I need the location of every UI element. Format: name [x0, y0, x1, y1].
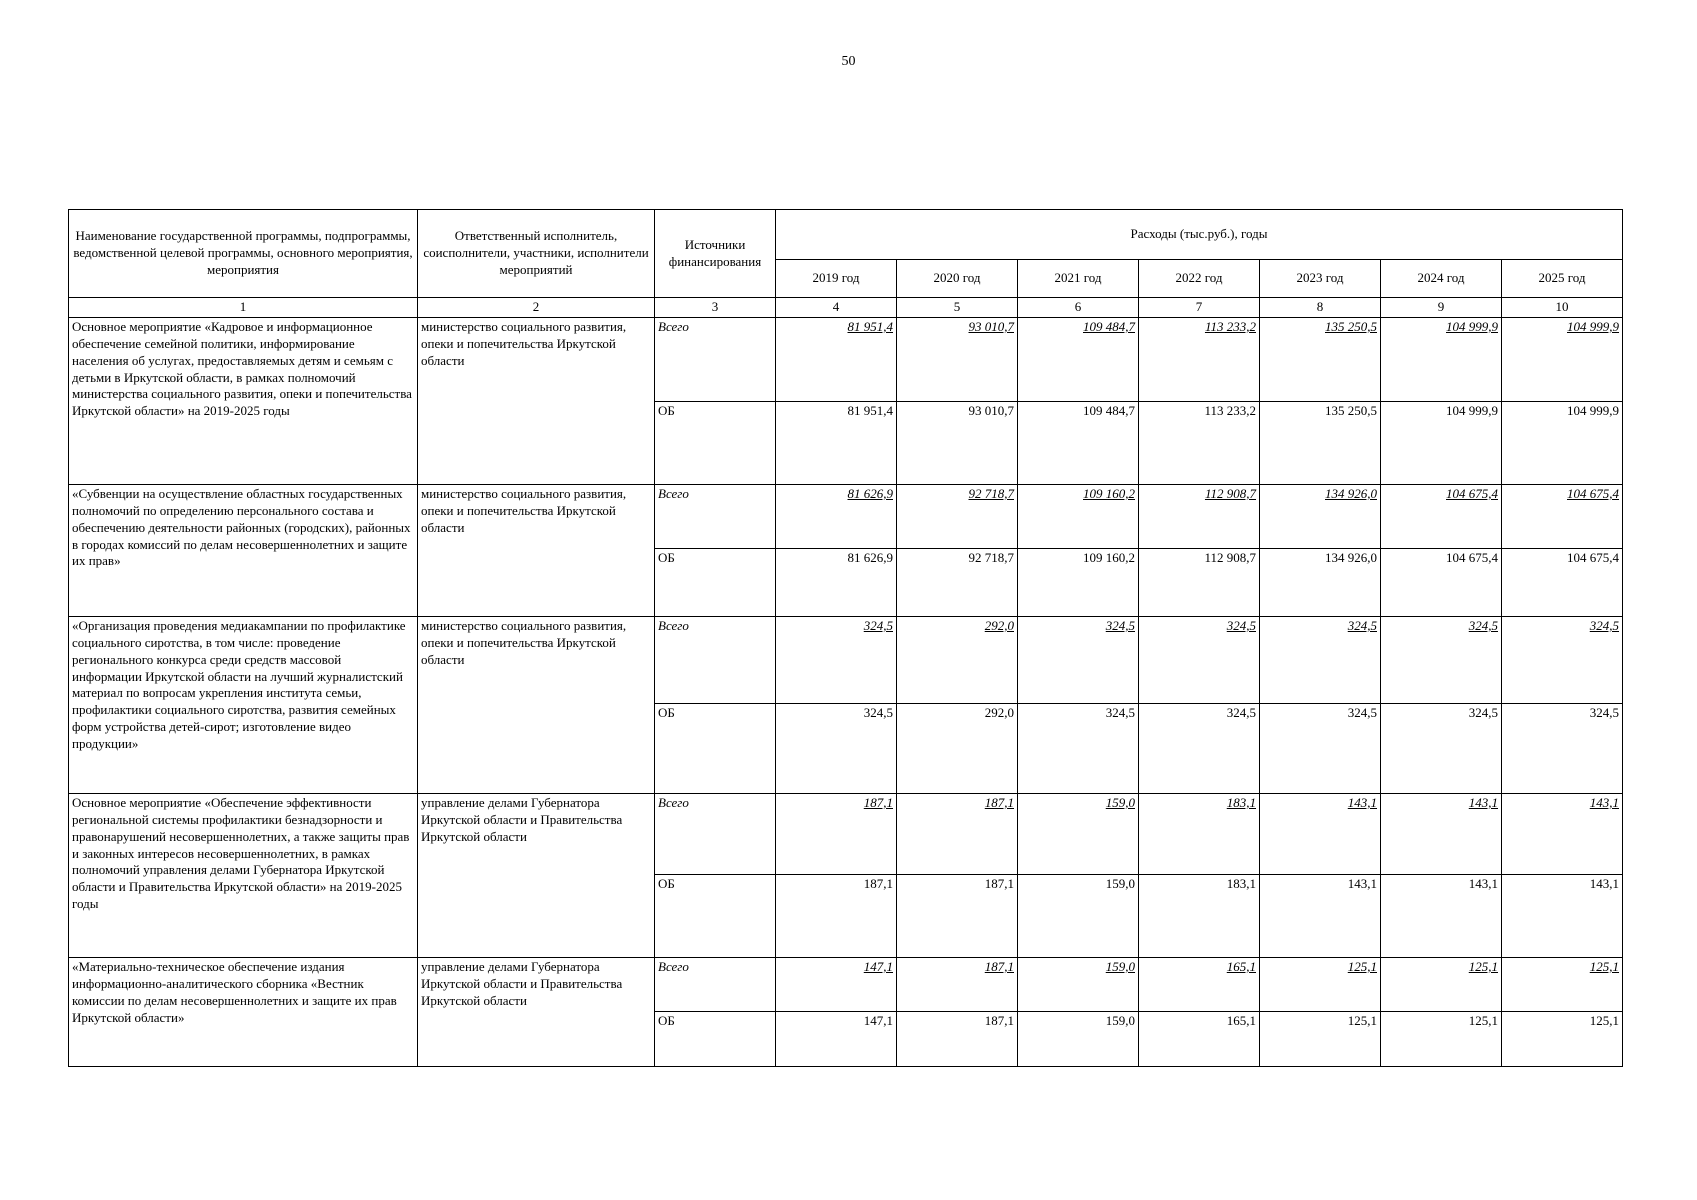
ob-value: 93 010,7	[897, 401, 1018, 484]
header-executor: Ответственный исполнитель, соисполнители, участники, исполнители мероприятий	[418, 210, 655, 298]
header-year: 2021 год	[1018, 260, 1139, 298]
executor: министерство социального развития, опеки и попечительства Иркутской области	[418, 484, 655, 616]
total-value: 147,1	[776, 957, 897, 1011]
table-row	[69, 616, 1623, 703]
ob-value: 125,1	[1260, 1011, 1381, 1066]
ob-value: 104 675,4	[1381, 548, 1502, 616]
ob-value: 324,5	[1139, 703, 1260, 793]
total-value: 187,1	[776, 793, 897, 874]
source-total: Всего	[655, 484, 776, 548]
header-year: 2024 год	[1381, 260, 1502, 298]
source-ob: ОБ	[655, 401, 776, 484]
ob-value: 159,0	[1018, 1011, 1139, 1066]
column-number: 10	[1502, 298, 1623, 318]
source-ob: ОБ	[655, 703, 776, 793]
ob-value: 324,5	[1260, 703, 1381, 793]
source-total: Всего	[655, 793, 776, 874]
source-total: Всего	[655, 616, 776, 703]
total-value: 104 999,9	[1381, 317, 1502, 401]
column-number: 7	[1139, 298, 1260, 318]
total-value: 187,1	[897, 793, 1018, 874]
ob-value: 147,1	[776, 1011, 897, 1066]
ob-value: 109 160,2	[1018, 548, 1139, 616]
total-value: 81 626,9	[776, 484, 897, 548]
executor: управление делами Губернатора Иркутской области и Правительства Иркутской области	[418, 957, 655, 1066]
header-name: Наименование государственной программы, подпрограммы, ведомственной целевой программы, основного мероприятия, мероприятия	[69, 210, 418, 298]
total-value: 92 718,7	[897, 484, 1018, 548]
ob-value: 165,1	[1139, 1011, 1260, 1066]
column-number: 6	[1018, 298, 1139, 318]
activity-name: «Материально-техническое обеспечение издания информационно-аналитического сборника «Вестник комиссии по делам несовершеннолетних и защите их прав Иркутской области»	[69, 957, 418, 1066]
source-ob: ОБ	[655, 548, 776, 616]
ob-value: 143,1	[1260, 874, 1381, 957]
ob-value: 92 718,7	[897, 548, 1018, 616]
column-number: 4	[776, 298, 897, 318]
column-number: 9	[1381, 298, 1502, 318]
total-value: 104 675,4	[1381, 484, 1502, 548]
ob-value: 109 484,7	[1018, 401, 1139, 484]
activity-name: «Организация проведения медиакампании по профилактике социального сиротства, в том числе: проведение регионального конкурса среди средств массовой информации Иркутской области на лучший журналистский материал по вопросам укрепления института семьи, профилактики социального сиротства, развития семейных форм устройства детей-сирот; изготовление видео продукции»	[69, 616, 418, 793]
source-ob: ОБ	[655, 1011, 776, 1066]
table-row	[69, 484, 1623, 548]
table-row	[69, 317, 1623, 401]
total-value: 187,1	[897, 957, 1018, 1011]
ob-value: 183,1	[1139, 874, 1260, 957]
total-value: 165,1	[1139, 957, 1260, 1011]
total-value: 112 908,7	[1139, 484, 1260, 548]
activity-name: Основное мероприятие «Обеспечение эффективности региональной системы профилактики безнадзорности и правонарушений несовершеннолетних, а также защиты прав и законных интересов несовершеннолетних, в рамках полномочий управления делами Губернатора Иркутской области и Правительства Иркутской области» на 2019-2025 годы	[69, 793, 418, 957]
header-year: 2022 год	[1139, 260, 1260, 298]
total-value: 143,1	[1260, 793, 1381, 874]
activity-name: Основное мероприятие «Кадровое и информационное обеспечение семейной политики, информирование населения об услугах, предоставляемых детям и семьям с детьми в Иркутской области, в рамках полномочий министерства социального развития, опеки и попечительства Иркутской области» на 2019-2025 годы	[69, 317, 418, 484]
source-total: Всего	[655, 317, 776, 401]
ob-value: 81 626,9	[776, 548, 897, 616]
total-value: 109 484,7	[1018, 317, 1139, 401]
total-value: 125,1	[1260, 957, 1381, 1011]
total-value: 93 010,7	[897, 317, 1018, 401]
header-expenses: Расходы (тыс.руб.), годы	[776, 210, 1623, 260]
total-value: 324,5	[1381, 616, 1502, 703]
ob-value: 104 675,4	[1502, 548, 1623, 616]
header-source: Источники финансирования	[655, 210, 776, 298]
ob-value: 187,1	[897, 874, 1018, 957]
ob-value: 143,1	[1502, 874, 1623, 957]
budget-table	[68, 209, 1623, 1067]
total-value: 104 999,9	[1502, 317, 1623, 401]
ob-value: 324,5	[1502, 703, 1623, 793]
ob-value: 187,1	[776, 874, 897, 957]
header-year: 2025 год	[1502, 260, 1623, 298]
header-year: 2020 год	[897, 260, 1018, 298]
source-total: Всего	[655, 957, 776, 1011]
ob-value: 324,5	[1381, 703, 1502, 793]
ob-value: 81 951,4	[776, 401, 897, 484]
total-value: 113 233,2	[1139, 317, 1260, 401]
ob-value: 112 908,7	[1139, 548, 1260, 616]
ob-value: 143,1	[1381, 874, 1502, 957]
total-value: 81 951,4	[776, 317, 897, 401]
total-value: 135 250,5	[1260, 317, 1381, 401]
page-number: 50	[841, 54, 856, 69]
total-value: 292,0	[897, 616, 1018, 703]
header-year: 2023 год	[1260, 260, 1381, 298]
total-value: 104 675,4	[1502, 484, 1623, 548]
ob-value: 104 999,9	[1502, 401, 1623, 484]
total-value: 143,1	[1502, 793, 1623, 874]
total-value: 109 160,2	[1018, 484, 1139, 548]
ob-value: 125,1	[1381, 1011, 1502, 1066]
total-value: 159,0	[1018, 957, 1139, 1011]
executor: министерство социального развития, опеки и попечительства Иркутской области	[418, 616, 655, 793]
total-value: 324,5	[776, 616, 897, 703]
total-value: 324,5	[1260, 616, 1381, 703]
total-value: 143,1	[1381, 793, 1502, 874]
table-row	[69, 957, 1623, 1011]
table-row	[69, 793, 1623, 874]
executor: министерство социального развития, опеки и попечительства Иркутской области	[418, 317, 655, 484]
total-value: 324,5	[1139, 616, 1260, 703]
total-value: 134 926,0	[1260, 484, 1381, 548]
total-value: 324,5	[1018, 616, 1139, 703]
ob-value: 159,0	[1018, 874, 1139, 957]
total-value: 125,1	[1381, 957, 1502, 1011]
ob-value: 113 233,2	[1139, 401, 1260, 484]
column-number: 5	[897, 298, 1018, 318]
column-number: 1	[69, 298, 418, 318]
column-number: 3	[655, 298, 776, 318]
ob-value: 135 250,5	[1260, 401, 1381, 484]
total-value: 324,5	[1502, 616, 1623, 703]
ob-value: 187,1	[897, 1011, 1018, 1066]
header-year: 2019 год	[776, 260, 897, 298]
column-number: 8	[1260, 298, 1381, 318]
ob-value: 324,5	[1018, 703, 1139, 793]
executor: управление делами Губернатора Иркутской области и Правительства Иркутской области	[418, 793, 655, 957]
source-ob: ОБ	[655, 874, 776, 957]
ob-value: 125,1	[1502, 1011, 1623, 1066]
total-value: 159,0	[1018, 793, 1139, 874]
total-value: 183,1	[1139, 793, 1260, 874]
ob-value: 324,5	[776, 703, 897, 793]
column-number: 2	[418, 298, 655, 318]
activity-name: «Субвенции на осуществление областных государственных полномочий по определению персонального состава и обеспечению деятельности районных (городских), районных в городах комиссий по делам несовершеннолетних и защите их прав»	[69, 484, 418, 616]
total-value: 125,1	[1502, 957, 1623, 1011]
ob-value: 134 926,0	[1260, 548, 1381, 616]
ob-value: 104 999,9	[1381, 401, 1502, 484]
ob-value: 292,0	[897, 703, 1018, 793]
